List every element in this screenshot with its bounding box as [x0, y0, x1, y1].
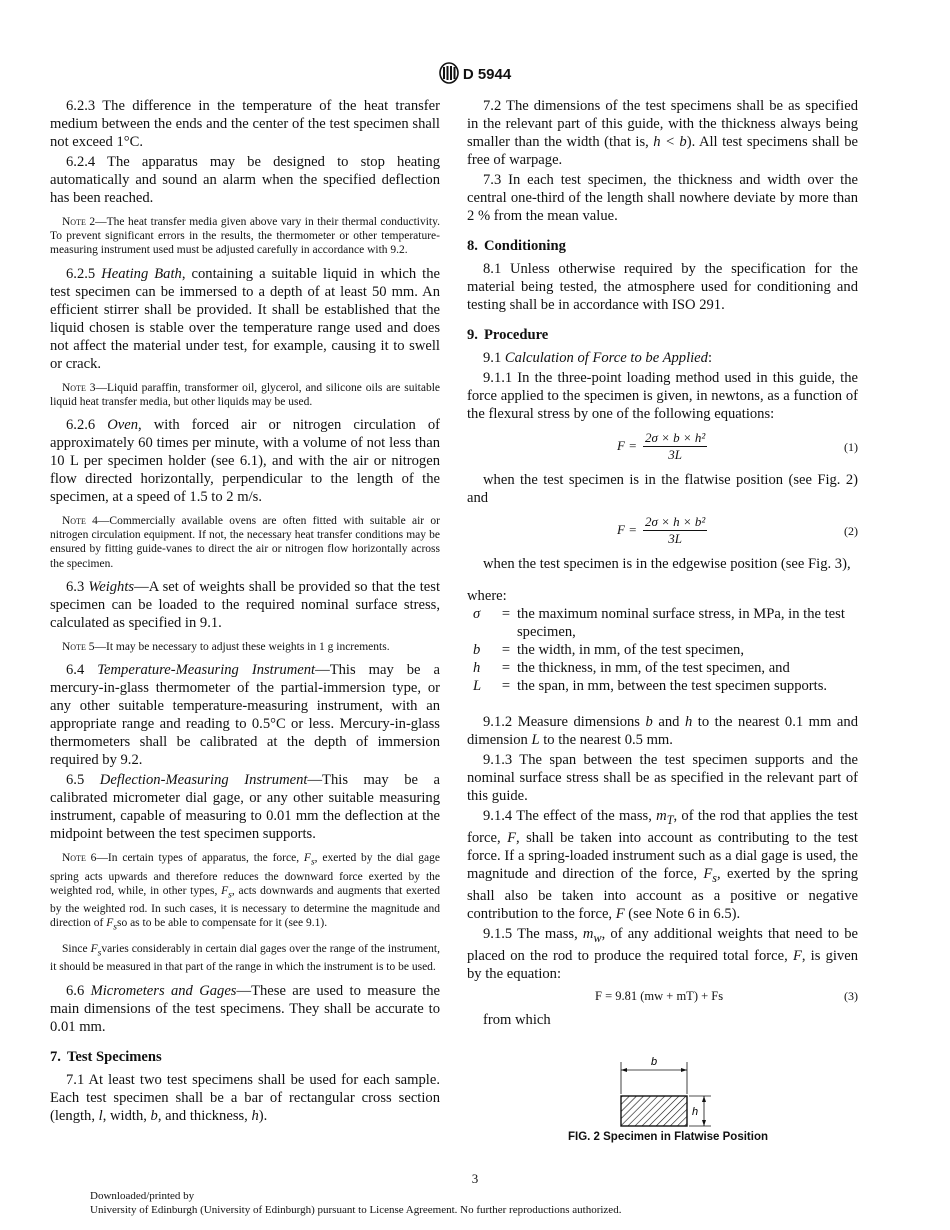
paragraph-6-5: 6.5 Deflection-Measuring Instrument—This may be a calibrated micrometer dial gage, or any other suitable measuring instrument, capable of measuring to 0.01 mm the deflection at the midpoint between the test specimen supports. — [50, 772, 440, 843]
paragraph-6-6: 6.6 Micrometers and Gages—These are used to measure the main dimensions of the test specimens. They shall be accurate to 0.01 mm. — [50, 982, 441, 1035]
definition-row — [467, 659, 858, 677]
paragraph-from-which: from which — [483, 1011, 551, 1028]
paragraph-7-3: 7.3 In each test specimen, the thickness and width over the central one-third of the length shall nowhere deviate by more than 2 % from the mean value. — [467, 172, 858, 224]
section-9-heading: 9. Procedure — [467, 327, 549, 343]
paragraph-flatwise: when the test specimen is in the flatwise position (see Fig. 2) and — [467, 472, 858, 506]
definition-eq: = — [501, 660, 511, 676]
paragraph-6-2-6: 6.2.6 Oven, with forced air or nitrogen circulation of approximately 60 times per minute, with a volume of not less than 10 L per specimen holder (see 6.1), and with the air or nitrogen flow directed horizontally, perpendicular to the length of the specimen, at a speed of 1.5 to 2 m/s. — [50, 417, 440, 506]
paragraph-9-1-5: 9.1.5 The mass, $m_w$, of any additional weights that need to be placed on the rod to produce the required total force, F, is given by the equation: — [467, 925, 858, 982]
paragraph-edgewise: when the test specimen is in the edgewise position (see Fig. 3), — [483, 556, 851, 572]
paragraph-6-3: 6.3 Weights—A set of weights shall be provided so that the test specimen can be loaded to the required nominal surface stress, calculated as specified in 9.1. — [50, 578, 440, 631]
equation-1: F = $\frac{\text{2σ × b × h²}}{3L}$ (1) — [617, 429, 858, 462]
astm-logo-icon — [439, 62, 459, 88]
definition-eq: = — [501, 642, 511, 658]
paragraph-8-1: 8.1 Unless otherwise required by the specification for the material being tested, the atmosphere used for conditioning and testing shall be in accordance with ISO 291. — [467, 261, 858, 313]
definition-def: the width, in mm, of the test specimen, — [517, 642, 744, 658]
definition-row — [467, 641, 858, 659]
paragraph-9-1-3: 9.1.3 The span between the test specimen supports and the nominal surface stress shall be as specified in the relevant part of this guide. — [467, 752, 858, 804]
footer-line-1: Downloaded/printed by — [90, 1190, 195, 1202]
equation-2: F = $\frac{\text{2σ × h × b²}}{3L}$ (2) — [617, 513, 858, 546]
paragraph-6-4: 6.4 Temperature-Measuring Instrument—This may be a mercury-in-glass thermometer of the partial-immersion type, or any other suitable temperature-measuring instrument, with an appropriate range and reading to 0.5°C or less. Mercury-in-glass thermometers shall be calibrated at the depth of immersion required by 9.2. — [50, 662, 440, 769]
note-2: Note 2—The heat transfer media given above vary in their thermal conductivity. To prevent significant errors in the results, the thermometer or other temperature-measuring instrument used must be adjusted carefully in accordance with 9.2. — [50, 216, 440, 257]
paragraph-6-2-3: 6.2.3 The difference in the temperature of the heat transfer medium between the ends and the center of the test specimen shall not exceed 1°C. — [50, 98, 440, 150]
definition-def: the thickness, in mm, of the test specimen, and — [517, 660, 790, 676]
symbol-definitions — [467, 605, 858, 695]
paragraph-9-1-4: 9.1.4 The effect of the mass, $m_T$, of the rod that applies the test force, F, shall be taken into account as contributing to the test force. If a spring-loaded instrument such as a dial gage is used, the magnitude and direction of the force, $F_s$, exerted by the spring shall also be taken into account as a positive or negative contribution to the force, F (see Note 6 in 6.5). — [467, 808, 859, 922]
note-4: Note 4—Commercially available ovens are often fitted with suitable air or nitrogen circulation equipment. If not, the necessary heat transfer conditions may be ensured by fitting guide-vanes to direct the air or nitrogen flow horizontally across the specimen. — [50, 515, 440, 570]
definition-def: the span, in mm, between the test specimen supports. — [517, 678, 828, 694]
definition-row — [467, 677, 858, 695]
paragraph-6-2-4: 6.2.4 The apparatus may be designed to stop heating automatically and sound an alarm when the specified deflection has been reached. — [50, 154, 440, 206]
note-5: Note 5—It may be necessary to adjust these weights in 1 g increments. — [62, 640, 390, 653]
definition-sym: σ — [473, 606, 481, 622]
definition-eq: = — [501, 606, 511, 622]
paragraph-7-1: 7.1 At least two test specimens shall be used for each sample. Each test specimen shall be a bar of rectangular cross section (length, l, width, b, and thickness, h). — [50, 1071, 440, 1124]
definition-sym: b — [473, 642, 481, 658]
section-7-heading: 7. Test Specimens — [50, 1048, 162, 1065]
left-column — [50, 97, 440, 1127]
footer-line-2: University of Edinburgh (University of Edinburgh) pursuant to License Agreement. No further reproductions authorized. — [90, 1203, 622, 1216]
definition-def: the maximum nominal surface stress, in MPa, in the test specimen, — [517, 606, 845, 640]
document-header — [0, 62, 950, 88]
standard-designation: D 5944 — [462, 65, 512, 83]
figure-2-caption: FIG. 2 Specimen in Flatwise Position — [567, 1131, 768, 1143]
definition-sym: h — [473, 660, 481, 676]
figure-2-specimen-diagram — [565, 1054, 825, 1135]
equation-3-number: (3) — [844, 988, 858, 1003]
page-number: 3 — [471, 1171, 479, 1186]
figure-2-h-label: h — [691, 1106, 699, 1118]
equation-2-number: (2) — [844, 524, 858, 538]
paragraph-9-1: 9.1 Calculation of Force to be Applied: — [483, 350, 713, 366]
paragraph-7-2: 7.2 The dimensions of the test specimens shall be as specified in the relevant part of this guide, with the thickness always being smaller than the width (that is, h < b). All test specimens shall be free of warpage. — [467, 98, 858, 168]
paragraph-9-1-1: 9.1.1 In the three-point loading method used in this guide, the force applied to the specimen is given, in newtons, as a function of the flexural stress by one of the following equations: — [467, 370, 858, 422]
paragraph-6-2-5: 6.2.5 Heating Bath, containing a suitable liquid in which the test specimen can be immersed to a depth of at least 50 mm. An efficient stirrer shall be provided. It shall be established that the liquid chosen is stable over the temperature range used and does not affect the material under test, for example, causing it to swell or crack. — [50, 265, 441, 372]
definition-row — [467, 605, 858, 641]
note-3: Note 3—Liquid paraffin, transformer oil, glycerol, and silicone oils are suitable liquid heat transfer media, but other liquids may be used. — [50, 381, 440, 408]
note-6-continued: Since $F_svaries$ considerably in certain dial gages over the range of the instrument, it should be measured in that part of the range in which the instrument is to be used. — [50, 942, 440, 974]
equation-3: F = 9.81 (mw + mT) + Fs (3) — [595, 988, 858, 1003]
paragraph-9-1-2: 9.1.2 Measure dimensions b and h to the nearest 0.1 mm and dimension L to the nearest 0.5 mm. — [467, 714, 858, 748]
right-column — [467, 97, 858, 1031]
figure-2-b-label: b — [650, 1056, 658, 1068]
equation-1-number: (1) — [844, 440, 858, 454]
definition-eq: = — [501, 678, 511, 694]
section-8-heading: 8. Conditioning — [467, 238, 566, 254]
footer — [90, 1190, 621, 1217]
where-label: where: — [467, 588, 507, 604]
note-6: Note 6—In certain types of apparatus, the force, $F_s$, exerted by the dial gage spring acts upwards and therefore reduces the downward force exerted by the weighted rod, while, in other types, $F_s$, acts downwards and augments that exerted by the weighted rod. In such cases, it is necessary to determine the magnitude and direction of $F_sso$ as to be able to compensate for it (see 9.1). — [50, 852, 441, 933]
definition-sym: L — [473, 678, 482, 694]
